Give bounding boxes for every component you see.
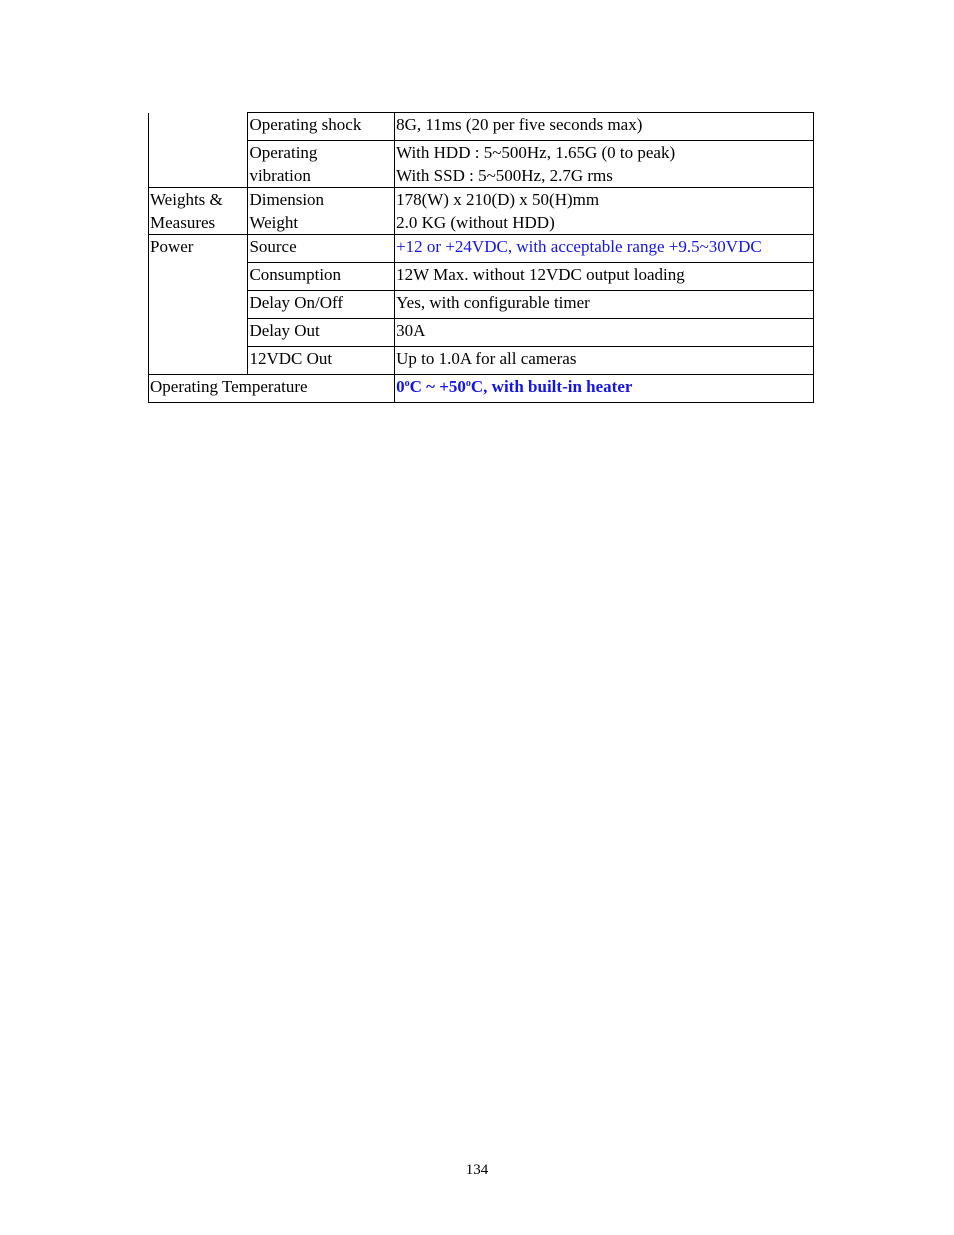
specification-table	[148, 112, 814, 403]
value-cell-dimension-weight: 178(W) x 210(D) x 50(H)mm 2.0 KG (without HDD)	[395, 188, 814, 235]
item-cell-source: Source	[248, 235, 395, 263]
item-cell-dimension-weight: Dimension Weight	[248, 188, 395, 235]
page-number: 134	[465, 1162, 489, 1178]
label-cell-operating-temperature: Operating Temperature	[149, 375, 395, 403]
value-cell-source: +12 or +24VDC, with acceptable range +9.5~30VDC	[395, 235, 814, 263]
value-cell-delay-out: 30A	[395, 319, 814, 347]
table-row	[149, 291, 814, 319]
category-cell-empty	[149, 113, 248, 188]
category-cell-weights-measures: Weights & Measures	[149, 188, 248, 235]
table-row	[149, 347, 814, 375]
category-cell-power: Power	[149, 235, 248, 375]
value-cell-operating-shock: 8G, 11ms (20 per five seconds max)	[395, 113, 814, 141]
item-cell-delay-on-off: Delay On/Off	[248, 291, 395, 319]
table-row	[149, 263, 814, 291]
value-cell-operating-temperature: 0$^o$C ~ $+50^oC$, with built-in heater	[395, 375, 814, 403]
value-cell-operating-vibration: With HDD : 5~500Hz, 1.65G (0 to peak) With SSD : 5~500Hz, 2.7G rms	[395, 141, 814, 188]
item-cell-12vdc-out: 12VDC Out	[248, 347, 395, 375]
item-cell-delay-out: Delay Out	[248, 319, 395, 347]
item-cell-consumption: Consumption	[248, 263, 395, 291]
table-row	[149, 188, 814, 235]
table-row	[149, 141, 814, 188]
table-row	[149, 319, 814, 347]
item-cell-operating-shock: Operating shock	[248, 113, 395, 141]
value-cell-12vdc-out: Up to 1.0A for all cameras	[395, 347, 814, 375]
value-cell-consumption: 12W Max. without 12VDC output loading	[395, 263, 814, 291]
item-cell-operating-vibration: Operating vibration	[248, 141, 395, 188]
table-row	[149, 235, 814, 263]
table-row	[149, 375, 814, 403]
value-cell-delay-on-off: Yes, with configurable timer	[395, 291, 814, 319]
table-row	[149, 113, 814, 141]
